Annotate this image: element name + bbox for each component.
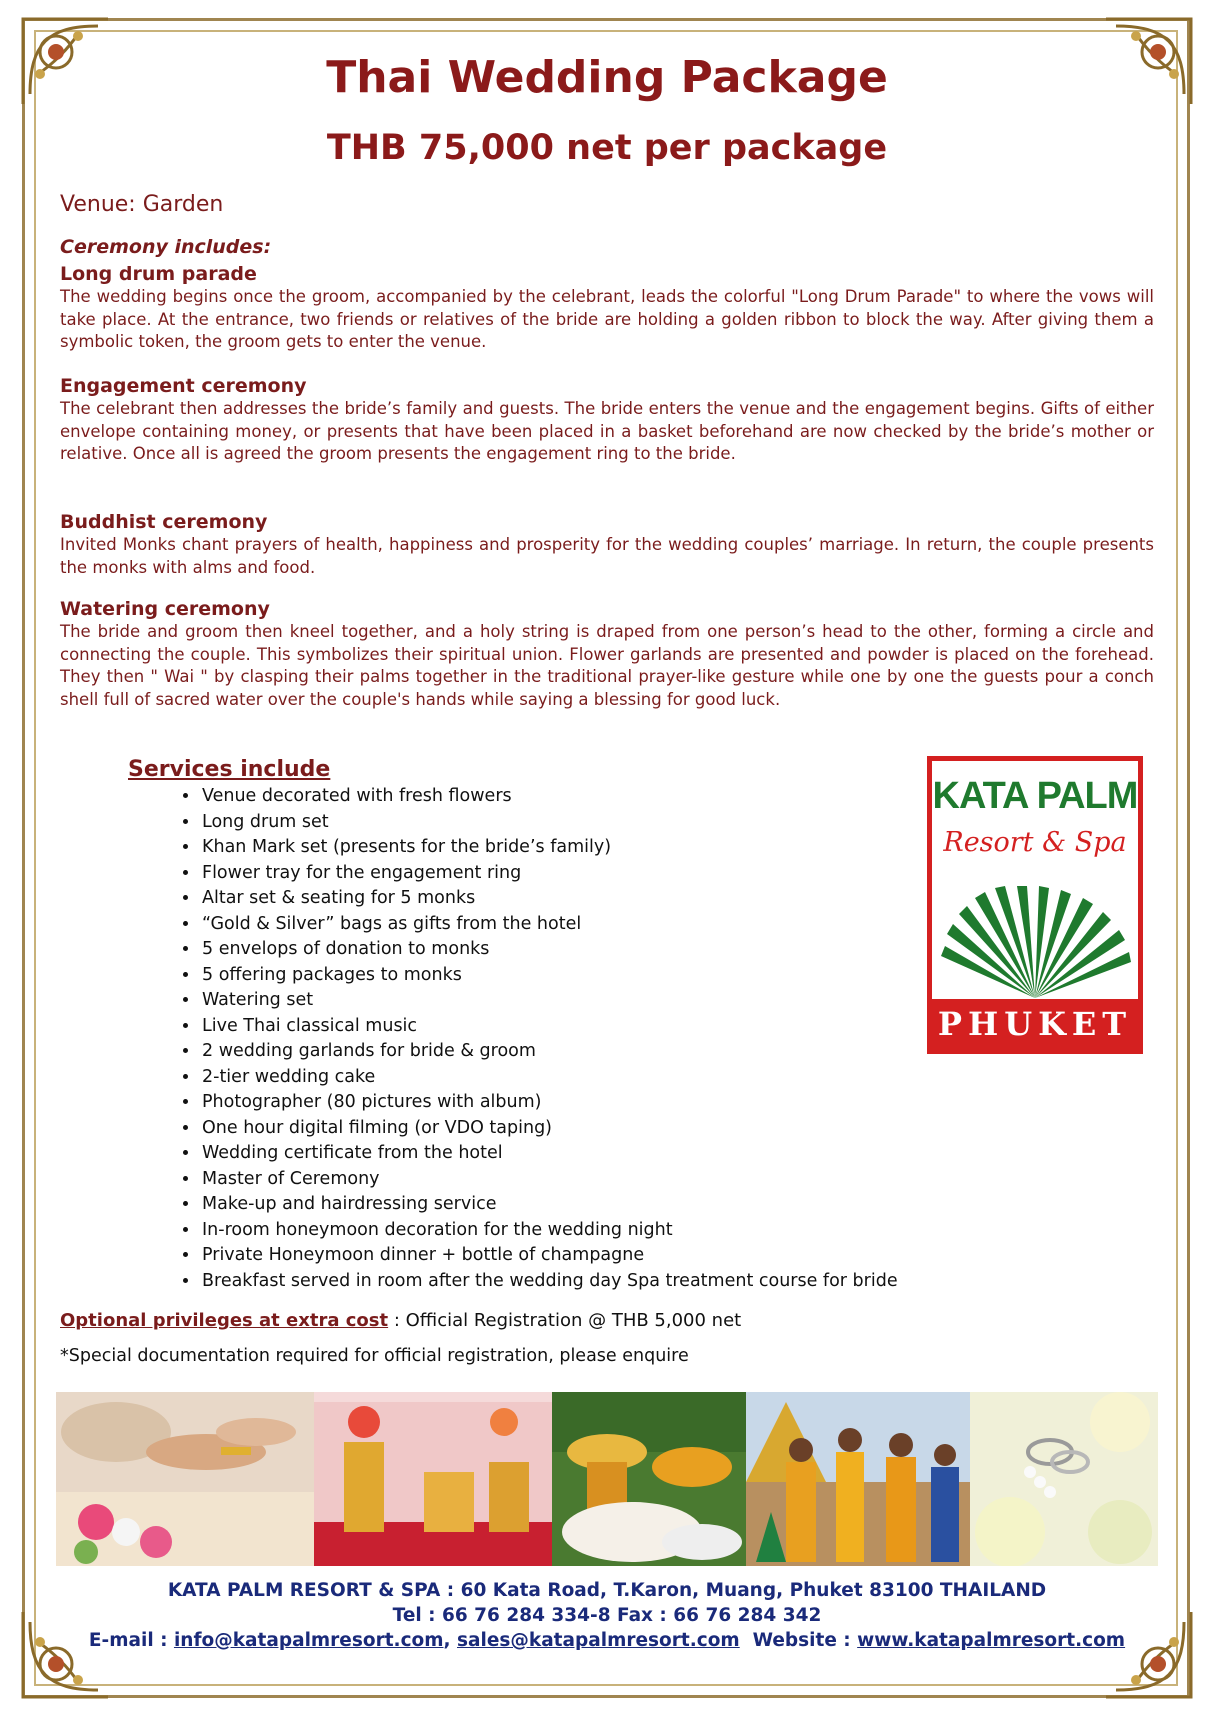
list-item: • Venue decorated with fresh flowers [200, 784, 898, 810]
list-item: • Khan Mark set (presents for the bride’s family) [200, 835, 898, 861]
section-text: The celebrant then addresses the bride’s family and guests. The bride enters the venue and the engagement begins. Gifts of either envelope containing money, or presents that have been placed in a basket beforehand are now checked by the bride’s mother or relative. Once all is agreed the groom presents the engagement ring to the bride. [60, 399, 1154, 463]
list-item: • 5 envelops of donation to monks [200, 937, 898, 963]
list-item: • Make-up and hairdressing service [200, 1192, 898, 1218]
services-list [178, 784, 898, 1294]
section-engagement-ceremony [60, 374, 1154, 466]
photo-strip [56, 1392, 1158, 1566]
email-sales-link[interactable]: sales@katapalmresort.com [457, 1630, 740, 1651]
list-item: • 2 wedding garlands for bride & groom [200, 1039, 898, 1065]
section-heading: Watering ceremony [60, 598, 270, 620]
list-item: • Wedding certificate from the hotel [200, 1141, 898, 1167]
section-buddhist-ceremony [60, 510, 1154, 579]
photo-long-drum-parade [746, 1392, 970, 1566]
email-info-link[interactable]: info@katapalmresort.com [173, 1630, 444, 1651]
list-item: • Watering set [200, 988, 898, 1014]
list-item: • One hour digital filming (or VDO taping) [200, 1116, 898, 1142]
photo-conch-shell-offering [552, 1392, 746, 1566]
photo-wedding-rings [970, 1392, 1158, 1566]
logo-tagline: Resort & Spa [943, 827, 1127, 858]
list-item: • Live Thai classical music [200, 1014, 898, 1040]
footer-phone: Tel : 66 76 284 334-8 Fax : 66 76 284 342 [392, 1605, 822, 1626]
ceremony-includes-label: Ceremony includes: [60, 236, 272, 258]
section-text: Invited Monks chant prayers of health, happiness and prosperity for the wedding couples’ marriage. In return, the couple presents the monks with alms and food. [60, 535, 1154, 577]
optional-privileges [60, 1310, 741, 1331]
kata-palm-logo [927, 756, 1143, 1054]
website-label: Website : [739, 1630, 858, 1651]
footer-contacts [0, 1630, 1214, 1651]
photo-ring-exchange [56, 1392, 314, 1566]
optional-privileges-label: Optional privileges at extra cost [60, 1310, 389, 1331]
services-title: Services include [128, 757, 331, 782]
footer-address: KATA PALM RESORT & SPA : 60 Kata Road, T.Karon, Muang, Phuket 83100 THAILAND [167, 1580, 1047, 1601]
email-label: E-mail : [88, 1630, 174, 1651]
website-link[interactable]: www.katapalmresort.com [857, 1630, 1126, 1651]
palm-leaf-icon [937, 886, 1133, 1001]
section-heading: Engagement ceremony [60, 375, 307, 397]
page-title: Thai Wedding Package [326, 52, 888, 103]
logo-brand-name: KATA PALM [932, 775, 1138, 817]
list-item: • Master of Ceremony [200, 1167, 898, 1193]
venue-label: Venue: Garden [60, 192, 224, 217]
section-watering-ceremony [60, 597, 1154, 711]
list-item: • Altar set & seating for 5 monks [200, 886, 898, 912]
optional-privileges-text: : Official Registration @ THB 5,000 net [388, 1310, 742, 1331]
list-item: • 5 offering packages to monks [200, 963, 898, 989]
section-long-drum-parade [60, 262, 1154, 354]
section-heading: Buddhist ceremony [60, 511, 268, 533]
section-heading: Long drum parade [60, 263, 257, 285]
list-item: • In-room honeymoon decoration for the wedding night [200, 1218, 898, 1244]
list-item: • Breakfast served in room after the wedding day Spa treatment course for bride [200, 1269, 898, 1295]
package-price: THB 75,000 net per package [326, 128, 888, 168]
logo-location: PHUKET [932, 999, 1138, 1049]
list-item: • 2-tier wedding cake [200, 1065, 898, 1091]
list-item: • Flower tray for the engagement ring [200, 861, 898, 887]
section-text: The wedding begins once the groom, accompanied by the celebrant, leads the colorful "Long Drum Parade" to where the vows will take place. At the entrance, two friends or relatives of the bride are holding a golden ribbon to block the way. After giving them a symbolic token, the groom gets to enter the venue. [60, 287, 1154, 351]
list-item: • Long drum set [200, 810, 898, 836]
registration-note: *Special documentation required for official registration, please enquire [60, 1346, 689, 1366]
section-text: The bride and groom then kneel together, and a holy string is draped from one person’s head to the other, forming a circle and connecting the couple. This symbolizes their spiritual union. Flower garlands are presented and powder is placed on the forehead. They then " Wai " by clasping their palms together in the traditional prayer-like gesture while one by one the guests pour a conch shell full of sacred water over the couple's hands while saying a blessing for good luck. [60, 622, 1154, 709]
list-item: • Photographer (80 pictures with album) [200, 1090, 898, 1116]
list-item: • Private Honeymoon dinner + bottle of champagne [200, 1243, 898, 1269]
photo-golden-altar [314, 1392, 552, 1566]
list-item: • “Gold & Silver” bags as gifts from the hotel [200, 912, 898, 938]
email-separator: , [443, 1630, 457, 1651]
